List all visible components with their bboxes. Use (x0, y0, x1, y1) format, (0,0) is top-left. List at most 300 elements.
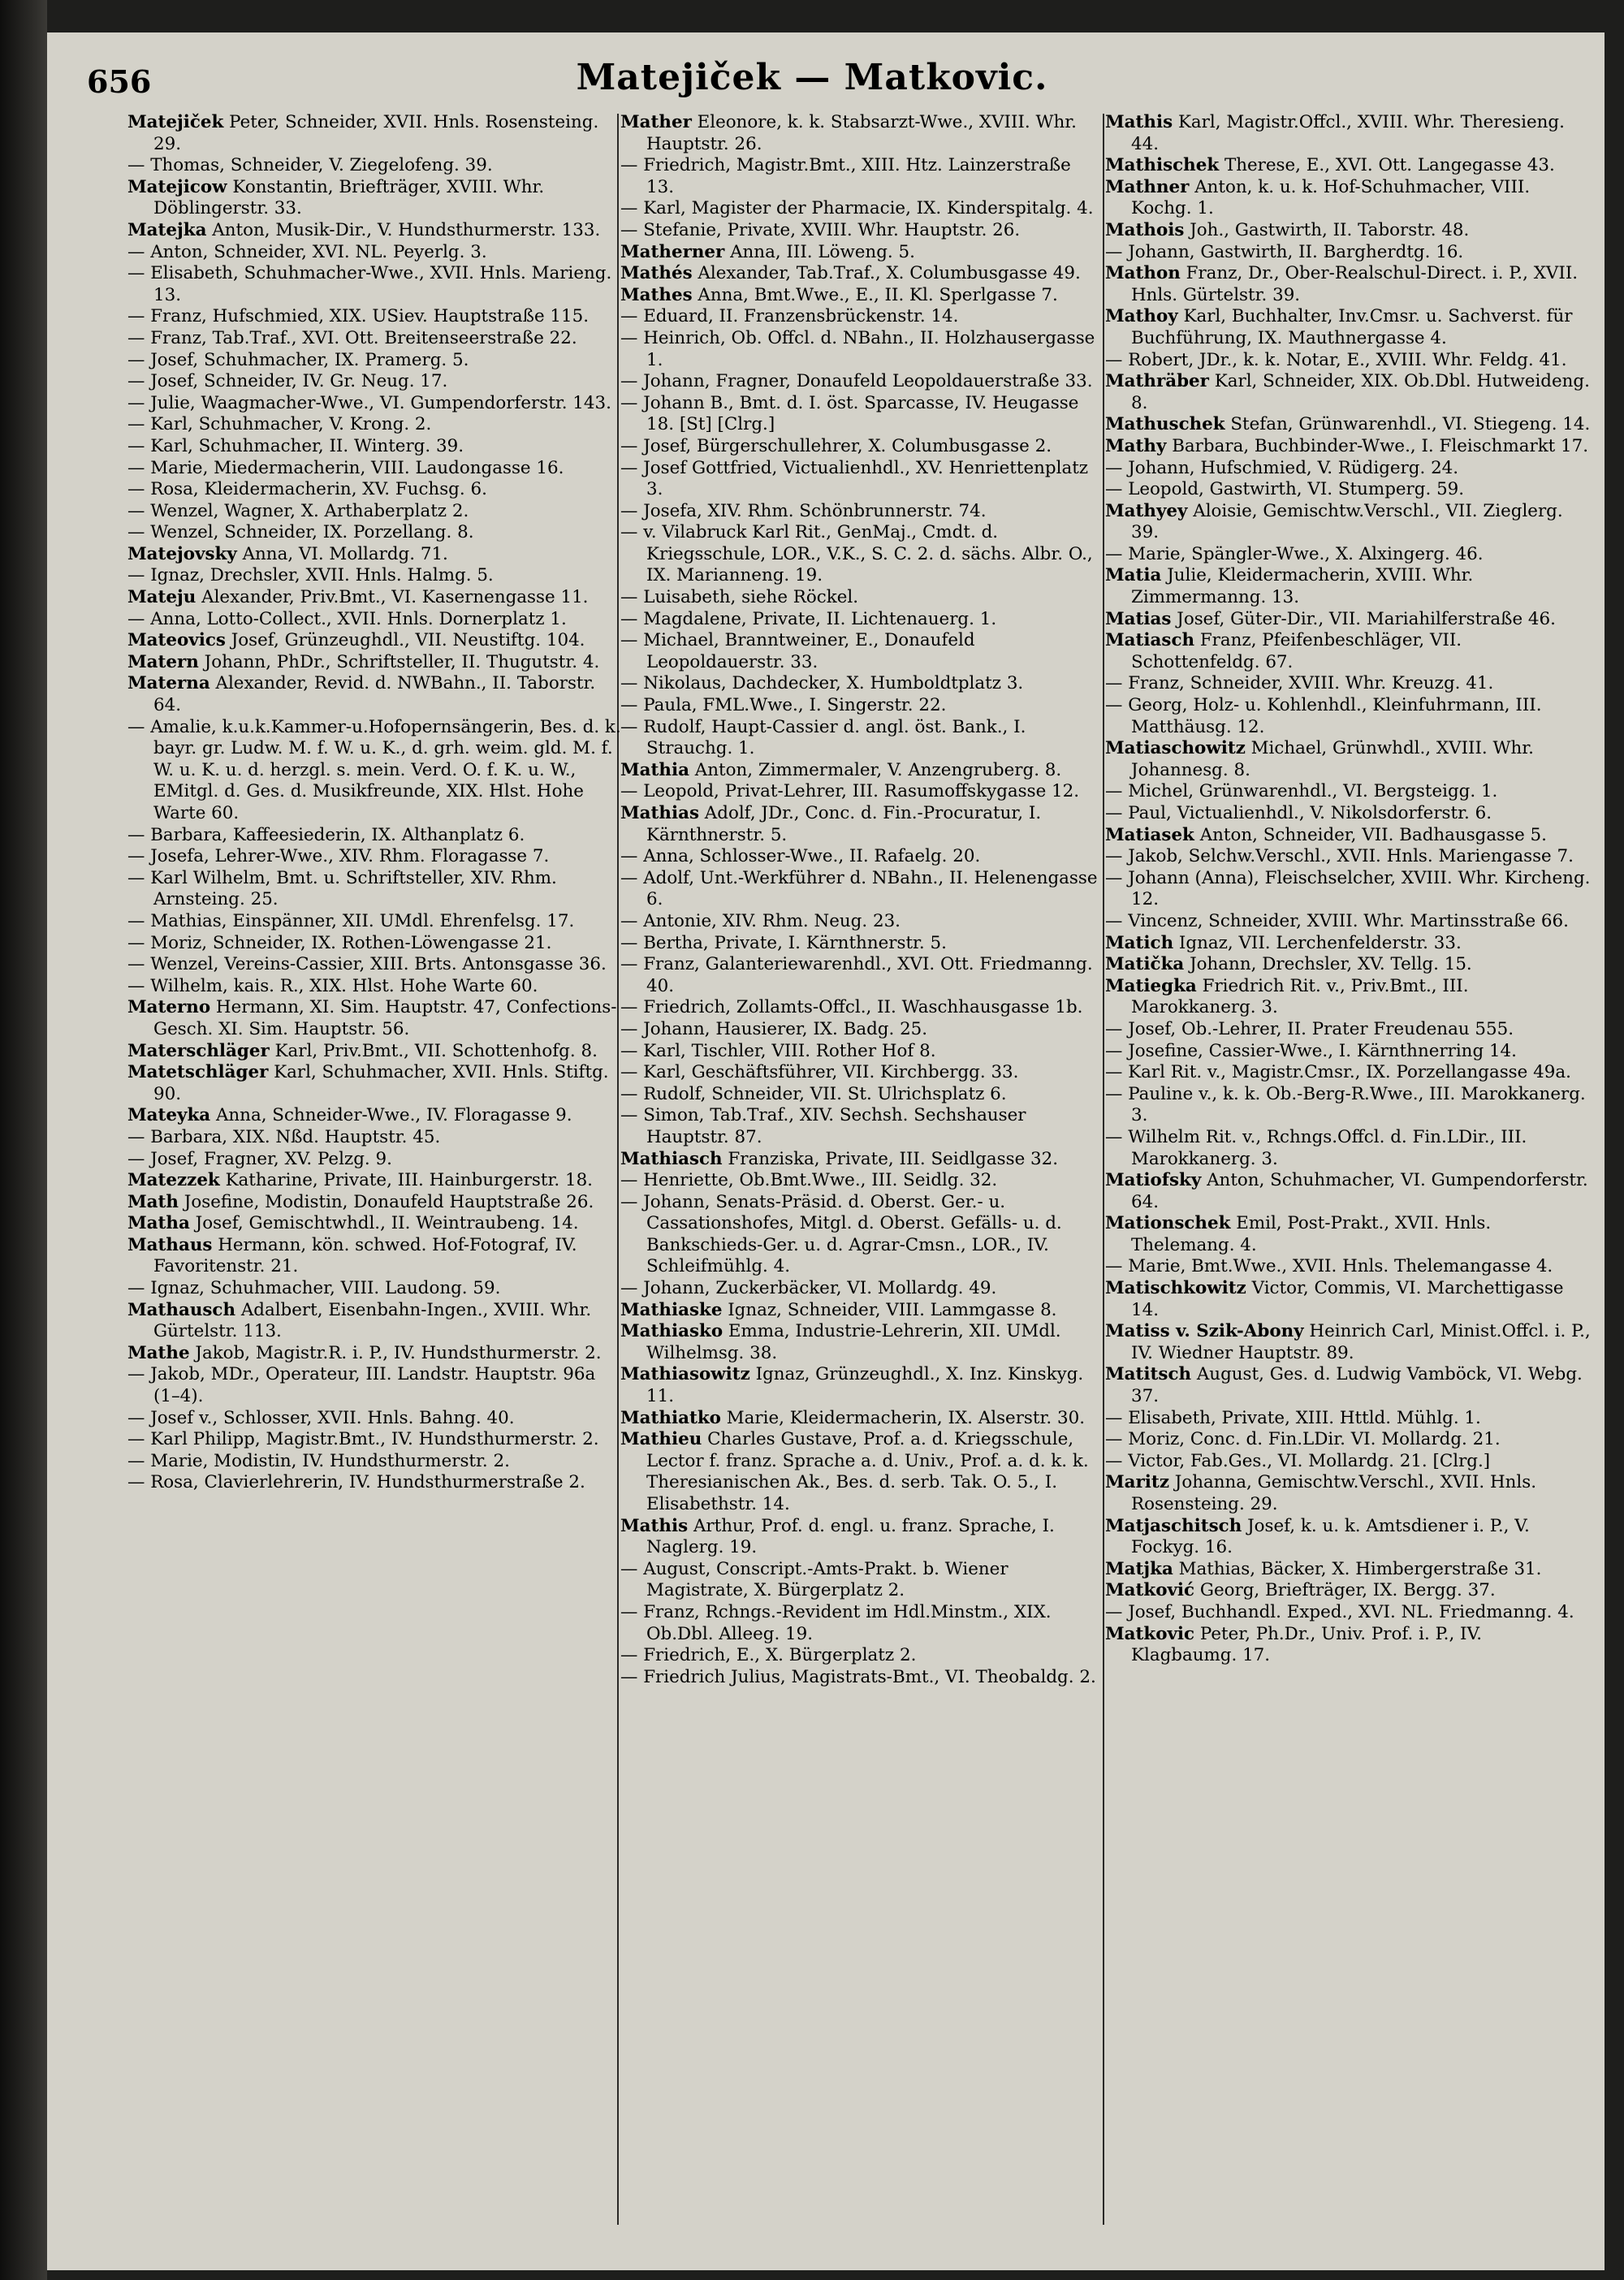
directory-entry (127, 565, 624, 587)
entry-surname: Matern (127, 651, 199, 672)
directory-entry (1105, 1127, 1592, 1170)
entry-details: Peter, Schneider, XVII. Hnls. Rosensteing. 29. (153, 112, 599, 154)
entry-surname: Mathois (1105, 219, 1185, 240)
directory-entry (1105, 112, 1592, 155)
entry-details: — Jakob, MDr., Operateur, III. Landstr. Hauptstr. 96a (1–4). (127, 1364, 596, 1407)
entry-details: Alexander, Tab.Traf., X. Columbusgasse 49. (692, 263, 1081, 284)
entry-surname: Matia (1105, 565, 1162, 586)
directory-entry (620, 1278, 1101, 1300)
entry-surname: Matejiček (127, 112, 224, 132)
entry-details: — Paula, FML.Wwe., I. Singerstr. 22. (620, 695, 947, 716)
directory-entry (1105, 976, 1592, 1019)
entry-details: — Magdalene, Private, II. Lichtenauerg. 1. (620, 608, 997, 629)
entry-details: — Ignaz, Schuhmacher, VIII. Laudong. 59. (127, 1278, 501, 1299)
directory-entry (620, 1041, 1101, 1063)
entry-details: — Moriz, Schneider, IX. Rothen-Löwengasse 21. (127, 932, 552, 953)
entry-details: Anton, Zimmermaler, V. Anzengruberg. 8. (689, 759, 1062, 780)
entry-details: Victor, Commis, VI. Marchettigasse 14. (1131, 1278, 1564, 1320)
directory-entry (1105, 695, 1592, 738)
entry-surname: Mathiaske (620, 1299, 723, 1320)
entry-surname: Maritz (1105, 1472, 1169, 1493)
entry-surname: Mathia (620, 759, 689, 780)
directory-entry (1105, 1278, 1592, 1321)
entry-surname: Matjaschitsch (1105, 1515, 1242, 1536)
entry-details: Anton, k. u. k. Hof-Schuhmacher, VIII. Kochg. 1. (1131, 176, 1531, 219)
entry-surname: Materno (127, 997, 211, 1018)
directory-entry (1105, 846, 1592, 868)
directory-entry (127, 522, 624, 544)
directory-entry (1105, 1451, 1592, 1473)
directory-entry (127, 371, 624, 393)
entry-details: Julie, Kleidermacherin, XVIII. Whr. Zimmermanng. 13. (1131, 565, 1474, 608)
directory-entry (127, 155, 624, 177)
entry-details: — Moriz, Conc. d. Fin.LDir. VI. Mollardg. 21. (1105, 1429, 1501, 1450)
entry-surname: Matherner (620, 241, 725, 262)
entry-details: — Amalie, k.u.k.Kammer-u.Hofopernsängerin, Bes. d. k. bayr. gr. Ludw. M. f. W. u. K., d. grh. weim. gld. M. f. W. u. K. u. d. herzgl. s. mein. Verd. O. f. K. u. W., EMitgl. d. Ges. d. Musikfreunde, XIX. Hlst. Hohe Warte 60. (127, 716, 621, 823)
directory-entry (620, 458, 1101, 501)
directory-entry (1105, 306, 1592, 349)
directory-entry (1105, 155, 1592, 177)
entry-surname: Matias (1105, 608, 1172, 629)
entry-surname: Matiaschowitz (1105, 738, 1246, 759)
directory-entry (620, 328, 1101, 371)
directory-entry (620, 1321, 1101, 1364)
directory-entry (1105, 565, 1592, 608)
entry-details: — Franz, Tab.Traf., XVI. Ott. Breitenseerstraße 22. (127, 327, 577, 348)
directory-entry (127, 911, 624, 933)
entry-details: Anna, VI. Mollardg. 71. (236, 543, 448, 564)
directory-entry (1105, 414, 1592, 436)
entry-details: — Bertha, Private, I. Kärnthnerstr. 5. (620, 932, 947, 953)
directory-entry (1105, 1256, 1592, 1278)
directory-entry (1105, 1624, 1592, 1667)
directory-entry (620, 1300, 1101, 1322)
directory-entry (620, 501, 1101, 523)
entry-surname: Matejovsky (127, 543, 237, 564)
directory-entry (1105, 371, 1592, 414)
entry-details: — Wenzel, Vereins-Cassier, XIII. Brts. Antonsgasse 36. (127, 954, 607, 975)
entry-details: Ignaz, Grünzeughdl., X. Inz. Kinskyg. 11. (646, 1364, 1084, 1407)
entry-details: Anton, Musik-Dir., V. Hundsthurmerstr. 133. (206, 219, 601, 240)
directory-entry (1105, 630, 1592, 673)
entry-details: — Anna, Schlosser-Wwe., II. Rafaelg. 20. (620, 846, 981, 867)
running-head: Matejiček — Matkovic. (576, 57, 1048, 98)
directory-entry (620, 868, 1101, 911)
entry-surname: Mathner (1105, 176, 1190, 197)
entry-surname: Mateovics (127, 630, 226, 651)
entry-details: Friedrich Rit. v., Priv.Bmt., III. Marokkanerg. 3. (1131, 975, 1469, 1018)
directory-column-1 (127, 112, 624, 2256)
entry-details: — Anton, Schneider, XVI. NL. Peyerlg. 3. (127, 241, 487, 262)
entry-details: Josef, k. u. k. Amtsdiener i. P., V. Fockyg. 16. (1131, 1515, 1530, 1558)
directory-entry (1105, 177, 1592, 220)
directory-entry (620, 1667, 1101, 1689)
entry-details: — Johann B., Bmt. d. I. öst. Sparcasse, IV. Heugasse 18. [St] [Clrg.] (620, 392, 1079, 435)
entry-surname: Matiasch (1105, 630, 1195, 651)
directory-entry (620, 1019, 1101, 1041)
entry-details: — Marie, Spängler-Wwe., X. Alxingerg. 46. (1105, 543, 1484, 564)
directory-entry (127, 1364, 624, 1407)
directory-entry (127, 846, 624, 868)
directory-entry (1105, 544, 1592, 566)
directory-entry (1105, 1041, 1592, 1063)
directory-entry (127, 868, 624, 911)
entry-details: — Simon, Tab.Traf., XIV. Sechsh. Sechshauser Hauptstr. 87. (620, 1105, 1026, 1147)
entry-details: — Henriette, Ob.Bmt.Wwe., III. Seidlg. 32. (620, 1170, 998, 1191)
entry-details: Marie, Kleidermacherin, IX. Alserstr. 30. (720, 1407, 1086, 1428)
directory-entry (127, 1192, 624, 1214)
directory-entry (1105, 1516, 1592, 1559)
entry-details: — Franz, Hufschmied, XIX. USiev. Hauptstraße 115. (127, 306, 590, 327)
entry-surname: Materna (127, 673, 210, 694)
directory-entry (620, 242, 1101, 264)
directory-entry (1105, 803, 1592, 825)
entry-surname: Mathy (1105, 435, 1167, 456)
directory-entry (1105, 609, 1592, 631)
directory-entry (1105, 1602, 1592, 1624)
directory-column-3 (1105, 112, 1592, 2256)
entry-surname: Matejka (127, 219, 207, 240)
directory-entry (620, 220, 1101, 242)
directory-entry (127, 933, 624, 955)
directory-entry (127, 609, 624, 631)
entry-details: — Josef, Bürgerschullehrer, X. Columbusgasse 2. (620, 435, 1052, 456)
entry-details: Adolf, JDr., Conc. d. Fin.-Procuratur, I. Kärnthnerstr. 5. (646, 803, 1042, 845)
entry-surname: Matković (1105, 1580, 1195, 1601)
entry-details: — Michel, Grünwarenhdl., VI. Bergsteigg. 1. (1105, 781, 1498, 802)
directory-entry (127, 350, 624, 372)
entry-surname: Matkovic (1105, 1623, 1195, 1644)
entry-details: Stefan, Grünwarenhdl., VI. Stiegeng. 14. (1224, 414, 1591, 435)
directory-entry (1105, 1364, 1592, 1407)
entry-details: — Rosa, Kleidermacherin, XV. Fuchsg. 6. (127, 479, 487, 500)
entry-details: — Rudolf, Schneider, VII. St. Ulrichsplatz 6. (620, 1083, 1007, 1104)
directory-entry (620, 673, 1101, 695)
directory-entry (620, 695, 1101, 717)
directory-entry (620, 1408, 1101, 1430)
entry-details: — Josef Gottfried, Victualienhdl., XV. Henriettenplatz 3. (620, 457, 1089, 500)
directory-entry (1105, 1408, 1592, 1430)
entry-surname: Mateju (127, 587, 197, 608)
entry-surname: Matička (1105, 954, 1185, 975)
directory-entry (127, 1213, 624, 1235)
directory-entry (127, 825, 624, 847)
entry-details: — Josefa, Lehrer-Wwe., XIV. Rhm. Floragasse 7. (127, 846, 550, 867)
entry-surname: Mathis (620, 1515, 689, 1536)
entry-details: Franziska, Private, III. Seidlgasse 32. (722, 1148, 1059, 1169)
directory-entry (127, 501, 624, 523)
directory-entry (127, 630, 624, 652)
entry-details: — Robert, JDr., k. k. Notar, E., XVIII. Whr. Feldg. 41. (1105, 349, 1567, 370)
directory-entry (620, 781, 1101, 803)
entry-details: — Josefa, XIV. Rhm. Schönbrunnerstr. 74. (620, 500, 987, 521)
entry-details: — Friedrich, Zollamts-Offcl., II. Waschhausgasse 1b. (620, 997, 1083, 1018)
directory-entry (1105, 1580, 1592, 1602)
entry-details: Ignaz, Schneider, VIII. Lammgasse 8. (722, 1299, 1057, 1320)
directory-entry (620, 911, 1101, 933)
column-rule (1103, 114, 1104, 2225)
entry-surname: Matiegka (1105, 975, 1197, 996)
entry-surname: Mathoy (1105, 306, 1178, 327)
directory-entry (620, 1084, 1101, 1106)
directory-entry (127, 544, 624, 566)
directory-entry (620, 371, 1101, 393)
directory-entry (127, 1408, 624, 1430)
entry-details: Emma, Industrie-Lehrerin, XII. UMdl. Wilhelmsg. 38. (646, 1321, 1061, 1363)
directory-entry (620, 1105, 1101, 1148)
directory-entry (620, 198, 1101, 220)
entry-details: — Johann, Hufschmied, V. Rüdigerg. 24. (1105, 457, 1459, 478)
directory-entry (620, 1364, 1101, 1407)
entry-surname: Mathés (620, 263, 693, 284)
entry-surname: Mathes (620, 284, 693, 305)
entry-details: Ignaz, VII. Lerchenfelderstr. 33. (1173, 932, 1462, 953)
directory-entry (620, 1192, 1101, 1278)
directory-entry (620, 1062, 1101, 1084)
directory-entry (620, 630, 1101, 673)
directory-entry (620, 285, 1101, 307)
directory-entry (127, 652, 624, 674)
entry-details: — Barbara, Kaffeesiederin, IX. Althanplatz 6. (127, 824, 525, 845)
directory-entry (1105, 911, 1592, 933)
directory-entry (620, 1149, 1101, 1171)
entry-details: — Heinrich, Ob. Offcl. d. NBahn., II. Holzhausergasse 1. (620, 327, 1095, 370)
entry-surname: Mathiasko (620, 1321, 723, 1342)
directory-entry (1105, 1429, 1592, 1451)
entry-details: — Thomas, Schneider, V. Ziegelofeng. 39. (127, 155, 493, 176)
directory-entry (127, 177, 624, 220)
directory-entry (127, 242, 624, 264)
entry-details: — Franz, Schneider, XVIII. Whr. Kreuzg. 41. (1105, 673, 1494, 694)
entry-details: — Jakob, Selchw.Verschl., XVII. Hnls. Mariengasse 7. (1105, 846, 1574, 867)
directory-entry (127, 1429, 624, 1451)
entry-details: Franz, Dr., Ober-Realschul-Direct. i. P., XVII. Hnls. Gürtelstr. 39. (1131, 263, 1579, 305)
entry-details: — Stefanie, Private, XVIII. Whr. Hauptstr. 26. (620, 219, 1021, 240)
directory-entry (1105, 868, 1592, 911)
entry-surname: Mathyey (1105, 500, 1188, 521)
entry-surname: Matha (127, 1213, 190, 1234)
directory-entry (1105, 954, 1592, 976)
entry-details: Mathias, Bäcker, X. Himbergerstraße 31. (1173, 1558, 1542, 1579)
entry-surname: Mateyka (127, 1105, 211, 1126)
entry-details: Charles Gustave, Prof. a. d. Kriegsschule, Lector f. franz. Sprache a. d. Univ., Prof. a. d. k. k. Theresianischen Ak., Bes. d. serb. Tak. O. 5., I. Elisabethstr. 14. (646, 1429, 1089, 1514)
entry-details: Michael, Grünwhdl., XVIII. Whr. Johannesg. 8. (1131, 738, 1534, 780)
entry-details: Josef, Güter-Dir., VII. Mariahilferstraße 46. (1171, 608, 1556, 629)
entry-details: — Josef, Buchhandl. Exped., XVI. NL. Friedmanng. 4. (1105, 1601, 1574, 1622)
entry-details: — Michael, Branntweiner, E., Donaufeld Leopoldauerstr. 33. (620, 630, 975, 672)
entry-details: — Josef, Schuhmacher, IX. Pramerg. 5. (127, 349, 469, 370)
directory-entry (620, 717, 1101, 760)
entry-details: Johann, Drechsler, XV. Tellg. 15. (1184, 954, 1472, 975)
entry-surname: Matetschläger (127, 1062, 269, 1083)
entry-details: — Anna, Lotto-Collect., XVII. Hnls. Dornerplatz 1. (127, 608, 567, 629)
entry-details: — Leopold, Privat-Lehrer, III. Rasumoffskygasse 12. (620, 781, 1080, 802)
entry-details: Josefine, Modistin, Donaufeld Hauptstraße 26. (178, 1191, 594, 1212)
entry-details: Alexander, Revid. d. NWBahn., II. Taborstr. 64. (153, 673, 596, 716)
entry-details: — Karl Philipp, Magistr.Bmt., IV. Hundsthurmerstr. 2. (127, 1429, 599, 1450)
directory-entry (1105, 1019, 1592, 1041)
entry-details: Karl, Schneider, XIX. Ob.Dbl. Hutweideng. 8. (1131, 371, 1590, 413)
entry-details: — Marie, Bmt.Wwe., XVII. Hnls. Thelemangasse 4. (1105, 1256, 1553, 1277)
directory-entry (620, 803, 1101, 846)
directory-entry (1105, 1213, 1592, 1256)
entry-details: Anna, III. Löweng. 5. (724, 241, 915, 262)
entry-details: Anton, Schuhmacher, VI. Gumpendorferstr. 64. (1131, 1170, 1588, 1212)
entry-details: Arthur, Prof. d. engl. u. franz. Sprache, I. Naglerg. 19. (646, 1515, 1055, 1558)
directory-entry (127, 1235, 624, 1278)
entry-details: — Marie, Miedermacherin, VIII. Laudongasse 16. (127, 457, 564, 478)
entry-surname: Matischkowitz (1105, 1278, 1246, 1299)
entry-details: Anna, Bmt.Wwe., E., II. Kl. Sperlgasse 7. (692, 284, 1058, 305)
directory-entry (620, 933, 1101, 955)
directory-entry (1105, 781, 1592, 803)
entry-details: — Leopold, Gastwirth, VI. Stumperg. 59. (1105, 479, 1465, 500)
directory-entry (620, 1516, 1101, 1559)
entry-details: — Josef, Fragner, XV. Pelzg. 9. (127, 1148, 392, 1169)
entry-details: — Karl, Geschäftsführer, VII. Kirchbergg. 33. (620, 1062, 1019, 1083)
directory-entry (1105, 458, 1592, 480)
directory-entry (620, 846, 1101, 868)
directory-entry (1105, 738, 1592, 781)
directory-entry (620, 155, 1101, 198)
entry-details: — Franz, Galanteriewarenhdl., XVI. Ott. Friedmanng. 40. (620, 954, 1093, 996)
entry-details: Johann, PhDr., Schriftsteller, II. Thugutstr. 4. (198, 651, 600, 672)
entry-details: — Friedrich, E., X. Bürgerplatz 2. (620, 1645, 917, 1666)
directory-entry (127, 717, 624, 825)
entry-details: — Pauline v., k. k. Ob.-Berg-R.Wwe., III. Marokkanerg. 3. (1105, 1083, 1586, 1126)
entry-details: — August, Conscript.-Amts-Prakt. b. Wiener Magistrate, X. Bürgerplatz 2. (620, 1558, 1009, 1601)
entry-details: Barbara, Buchbinder-Wwe., I. Fleischmarkt 17. (1166, 435, 1589, 456)
directory-entry (127, 436, 624, 458)
entry-details: — Vincenz, Schneider, XVIII. Whr. Martinsstraße 66. (1105, 910, 1569, 931)
directory-entry (127, 1062, 624, 1105)
directory-entry (127, 1170, 624, 1192)
entry-details: — Karl Rit. v., Magistr.Cmsr., IX. Porzellangasse 49a. (1105, 1062, 1571, 1083)
directory-entry (1105, 1559, 1592, 1581)
entry-details: — Josefine, Cassier-Wwe., I. Kärnthnerring 14. (1105, 1040, 1517, 1061)
directory-entry (620, 1559, 1101, 1602)
directory-entry (127, 1041, 624, 1063)
directory-entry (1105, 825, 1592, 847)
entry-details: — Johann, Senats-Präsid. d. Oberst. Ger.- u. Cassationshofes, Mitgl. d. Oberst. Gefälls- u. d. Bankschieds-Ger. u. d. Agrar-Cmsn., LOR., IV. Schleifmühlg. 4. (620, 1191, 1062, 1277)
entry-details: — Wilhelm Rit. v., Rchngs.Offcl. d. Fin.LDir., III. Marokkanerg. 3. (1105, 1126, 1527, 1169)
directory-entry (1105, 1321, 1592, 1364)
entry-surname: Matiasek (1105, 824, 1194, 845)
directory-entry (127, 479, 624, 501)
directory-entry (127, 1300, 624, 1343)
entry-surname: Matejicow (127, 176, 227, 197)
entry-details: Therese, E., XVI. Ott. Langegasse 43. (1219, 155, 1555, 176)
directory-entry (127, 1127, 624, 1149)
entry-details: August, Ges. d. Ludwig Vamböck, VI. Webg. 37. (1131, 1364, 1583, 1407)
entry-details: Alexander, Priv.Bmt., VI. Kasernengasse 11. (196, 587, 589, 608)
directory-entry (1105, 436, 1592, 458)
entry-surname: Mathräber (1105, 371, 1209, 392)
directory-entry (620, 609, 1101, 631)
directory-entry (620, 1602, 1101, 1645)
entry-details: Adalbert, Eisenbahn-Ingen., XVIII. Whr. Gürtelstr. 113. (153, 1299, 592, 1342)
entry-surname: Mathuschek (1105, 414, 1225, 435)
entry-surname: Materschläger (127, 1040, 270, 1061)
entry-details: — Wenzel, Wagner, X. Arthaberplatz 2. (127, 500, 469, 521)
entry-details: Konstantin, Briefträger, XVIII. Whr. Döblingerstr. 33. (153, 176, 545, 219)
entry-details: — Paul, Victualienhdl., V. Nikolsdorferstr. 6. (1105, 803, 1492, 823)
directory-entry (620, 393, 1101, 436)
entry-surname: Mathausch (127, 1299, 236, 1320)
entry-details: — Wenzel, Schneider, IX. Porzellang. 8. (127, 522, 474, 543)
entry-details: — Karl, Tischler, VIII. Rother Hof 8. (620, 1040, 936, 1061)
entry-details: — Johann, Hausierer, IX. Badg. 25. (620, 1018, 928, 1039)
entry-surname: Mathaus (127, 1234, 213, 1255)
directory-entry (620, 522, 1101, 587)
directory-entry (1105, 501, 1592, 544)
directory-entry (620, 1645, 1101, 1667)
entry-details: — Wilhelm, kais. R., XIX. Hlst. Hohe Warte 60. (127, 975, 538, 996)
directory-entry (620, 954, 1101, 997)
entry-details: Eleonore, k. k. Stabsarzt-Wwe., XVIII. Whr. Hauptstr. 26. (646, 112, 1077, 154)
directory-entry (127, 954, 624, 976)
entry-details: — Johann, Gastwirth, II. Bargherdtg. 16. (1105, 241, 1464, 262)
entry-details: Joh., Gastwirth, II. Taborstr. 48. (1184, 219, 1470, 240)
entry-surname: Matitsch (1105, 1364, 1192, 1385)
book-spine-shadow (0, 0, 47, 2280)
directory-column-2 (620, 112, 1101, 2256)
entry-surname: Mathe (127, 1342, 190, 1363)
entry-details: Aloisie, Gemischtw.Verschl., VII. Zieglerg. 39. (1131, 500, 1563, 543)
entry-details: — Elisabeth, Private, XIII. Httld. Mühlg. 1. (1105, 1407, 1481, 1428)
directory-entry (127, 1451, 624, 1473)
directory-entry (620, 1429, 1101, 1515)
entry-details: Heinrich Carl, Minist.Offcl. i. P., IV. Wiedner Hauptstr. 89. (1131, 1321, 1591, 1363)
entry-details: — Rudolf, Haupt-Cassier d. angl. öst. Bank., I. Strauchg. 1. (620, 716, 1026, 759)
directory-entry (620, 1170, 1101, 1192)
entry-details: — Antonie, XIV. Rhm. Neug. 23. (620, 910, 901, 931)
entry-details: — Rosa, Clavierlehrerin, IV. Hundsthurmerstraße 2. (127, 1472, 585, 1493)
entry-surname: Matezzek (127, 1170, 220, 1191)
directory-entry (127, 1278, 624, 1300)
directory-entry (1105, 242, 1592, 264)
directory-entry (127, 328, 624, 350)
directory-entry (1105, 673, 1592, 695)
directory-entry (1105, 479, 1592, 501)
directory-entry (1105, 1062, 1592, 1084)
entry-details: — Luisabeth, siehe Röckel. (620, 587, 859, 608)
entry-surname: Mathieu (620, 1429, 702, 1450)
directory-entry (127, 997, 624, 1040)
entry-details: — Marie, Modistin, IV. Hundsthurmerstr. 2. (127, 1450, 510, 1471)
entry-details: — Elisabeth, Schuhmacher-Wwe., XVII. Hnls. Marieng. 13. (127, 263, 612, 305)
entry-details: Georg, Briefträger, IX. Bergg. 37. (1194, 1580, 1496, 1601)
entry-details: Karl, Buchhalter, Inv.Cmsr. u. Sachverst. für Buchführung, IX. Mauthnergasse 4. (1131, 306, 1573, 348)
entry-surname: Mationschek (1105, 1213, 1231, 1234)
entry-details: — Josef, Ob.-Lehrer, II. Prater Freudenau 555. (1105, 1018, 1514, 1039)
entry-surname: Mathias (620, 803, 699, 823)
directory-entry (127, 112, 624, 155)
entry-details: Hermann, XI. Sim. Hauptstr. 47, Confections-Gesch. XI. Sim. Hauptstr. 56. (153, 997, 617, 1039)
entry-details: — Josef, Schneider, IV. Gr. Neug. 17. (127, 371, 448, 392)
entry-details: Josef, Grünzeughdl., VII. Neustiftg. 104. (225, 630, 585, 651)
page-number: 656 (87, 63, 152, 100)
directory-entry (1105, 933, 1592, 955)
entry-details: Karl, Schuhmacher, XVII. Hnls. Stiftg. 90. (153, 1062, 609, 1104)
entry-details: — Georg, Holz- u. Kohlenhdl., Kleinfuhrmann, III. Matthäusg. 12. (1105, 695, 1542, 737)
entry-surname: Mather (620, 112, 692, 132)
entry-details: — Johann, Zuckerbäcker, VI. Mollardg. 49. (620, 1278, 997, 1299)
directory-entry (127, 587, 624, 609)
entry-details: Hermann, kön. schwed. Hof-Fotograf, IV. Favoritenstr. 21. (153, 1234, 577, 1277)
entry-details: — Franz, Rchngs.-Revident im Hdl.Minstm., XIX. Ob.Dbl. Alleeg. 19. (620, 1601, 1052, 1644)
entry-details: — Johann, Fragner, Donaufeld Leopoldauerstraße 33. (620, 371, 1093, 392)
